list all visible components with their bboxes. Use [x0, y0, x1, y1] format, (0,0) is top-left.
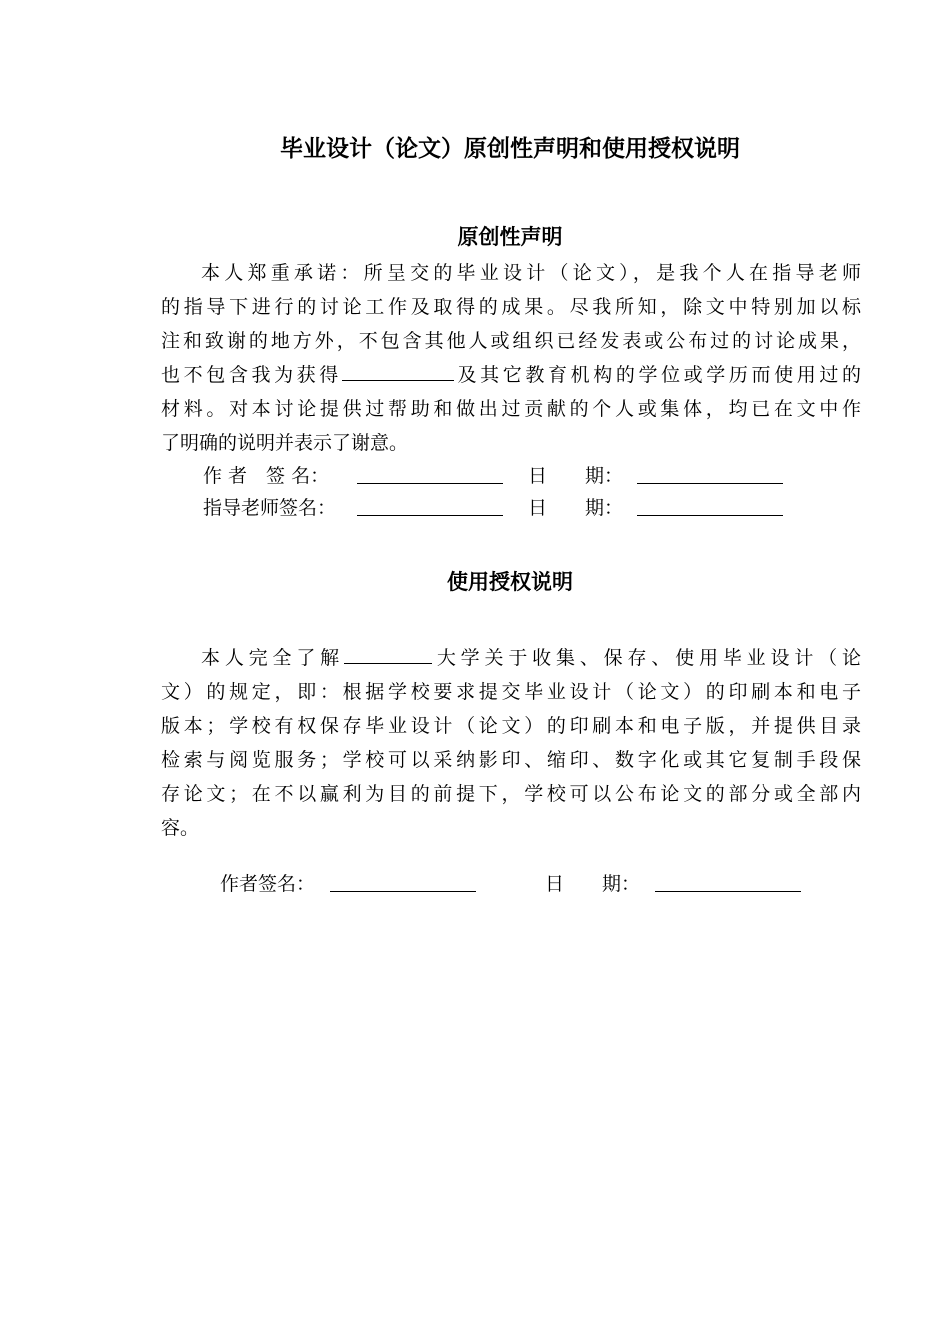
paragraph-line: 材料。对本讨论提供过帮助和做出过贡献的个人或集体，均已在文中作	[161, 398, 861, 420]
paragraph-line: 的指导下进行的讨论工作及取得的成果。尽我所知，除文中特别加以标	[161, 296, 861, 318]
university-blank-after-text: 大学关于收集、保存、使用毕业设计（论	[432, 647, 861, 669]
paragraph-line-with-blank	[161, 358, 861, 392]
paragraph-line: 了明确的说明并表示了谢意。	[161, 432, 409, 454]
author-sign-field[interactable]	[357, 461, 503, 484]
auth-date-field[interactable]	[655, 869, 801, 892]
document-title: 毕业设计（论文）原创性声明和使用授权说明	[280, 136, 740, 162]
paragraph-line: 注和致谢的地方外，不包含其他人或组织已经发表或公布过的讨论成果，	[161, 330, 861, 352]
authorization-heading: 使用授权说明	[447, 570, 573, 594]
supervisor-sign-field[interactable]	[357, 493, 503, 516]
auth-author-sign-label: 作者签名：	[220, 873, 316, 895]
blank-line-before-text: 也不包含我为获得	[161, 364, 342, 386]
supervisor-date-field[interactable]	[637, 493, 783, 516]
university-blank-before-text: 本人完全了解	[201, 647, 344, 669]
blank-line-after-text: 及其它教育机构的学位或学历而使用过的	[453, 364, 861, 386]
paragraph-line: 版本；学校有权保存毕业设计（论文）的印刷本和电子版，并提供目录	[161, 715, 861, 737]
paragraph-line: 本人郑重承诺：所呈交的毕业设计（论文），是我个人在指导老师	[201, 262, 861, 284]
author-date-field[interactable]	[637, 461, 783, 484]
author-date-label: 日 期：	[528, 465, 624, 487]
paragraph-line: 存论文；在不以赢利为目的前提下，学校可以公布论文的部分或全部内	[161, 783, 861, 805]
degree-blank-field[interactable]	[342, 360, 454, 381]
originality-paragraph	[161, 256, 861, 460]
paragraph-line: 文）的规定，即：根据学校要求提交毕业设计（论文）的印刷本和电子	[161, 681, 861, 703]
supervisor-date-label: 日 期：	[528, 497, 624, 519]
supervisor-sign-label: 指导老师签名：	[203, 497, 337, 519]
paragraph-line-with-blank	[161, 641, 861, 675]
author-sign-label: 作 者 签 名：	[203, 465, 330, 487]
university-blank-field[interactable]	[344, 643, 432, 664]
originality-heading: 原创性声明	[457, 225, 563, 249]
auth-date-label: 日 期：	[545, 873, 641, 895]
paragraph-line: 容。	[161, 817, 200, 839]
authorization-paragraph	[161, 641, 861, 845]
paragraph-line: 检索与阅览服务；学校可以采纳影印、缩印、数字化或其它复制手段保	[161, 749, 861, 771]
auth-author-sign-field[interactable]	[330, 869, 476, 892]
